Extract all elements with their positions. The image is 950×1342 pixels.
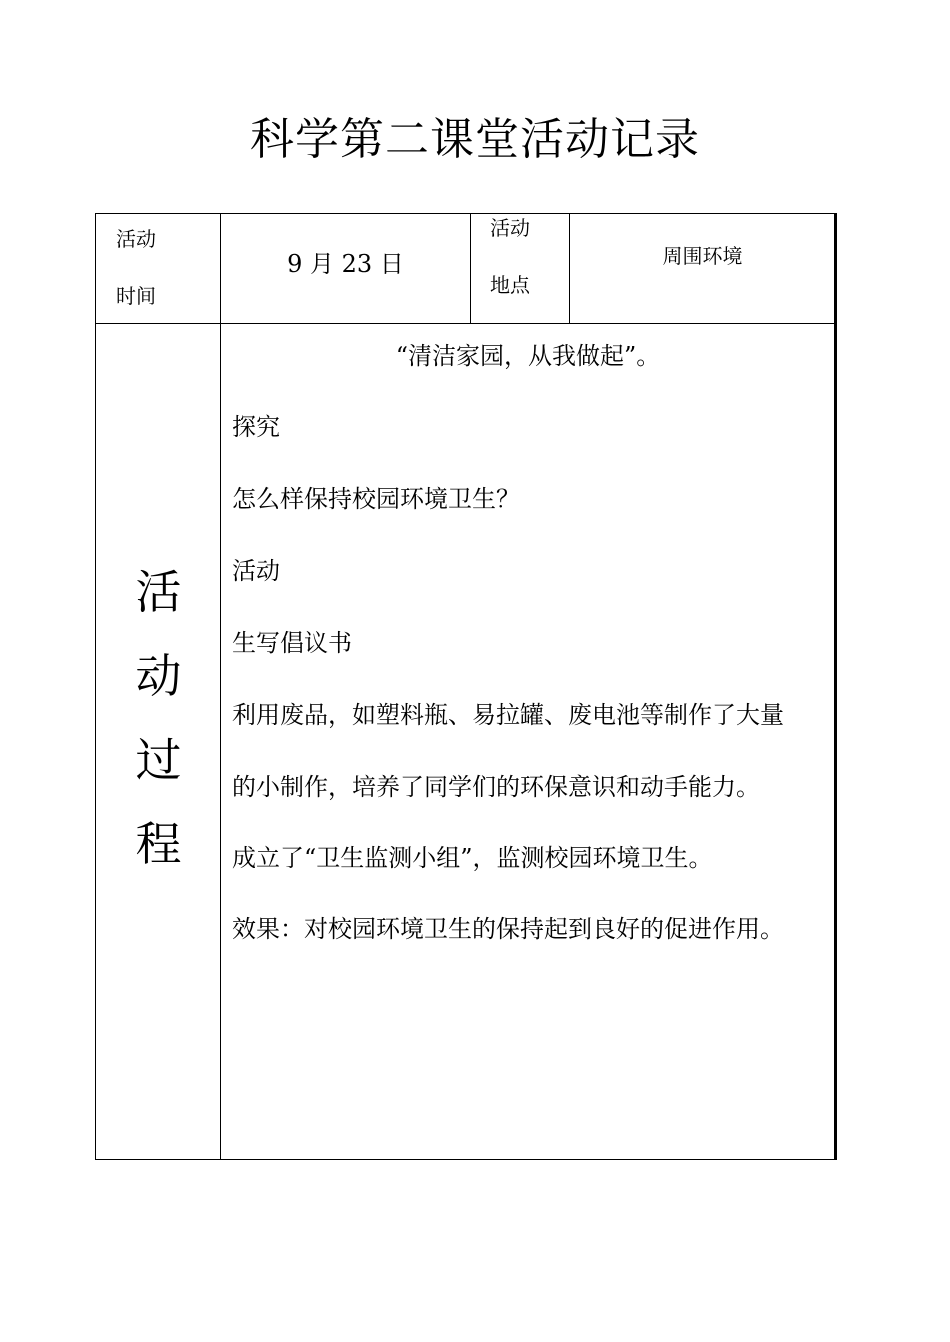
time-label-line2: 时间 bbox=[116, 284, 156, 308]
process-line: 利用废品，如塑料瓶、易拉罐、废电池等制作了大量 bbox=[232, 701, 784, 729]
process-line: 活动 bbox=[232, 557, 280, 585]
process-line: 效果：对校园环境卫生的保持起到良好的促进作用。 bbox=[232, 915, 784, 943]
process-line: 成立了“卫生监测小组”，监测校园环境卫生。 bbox=[232, 844, 713, 872]
place-value: 周围环境 bbox=[662, 244, 743, 268]
divider-place-label-left bbox=[470, 214, 471, 323]
process-label-char: 过 bbox=[135, 733, 182, 787]
process-label-char: 动 bbox=[135, 649, 182, 703]
process-label-char: 程 bbox=[135, 817, 182, 871]
process-line: 怎么样保持校园环境卫生？ bbox=[232, 485, 520, 513]
place-label-line2: 地点 bbox=[490, 273, 530, 297]
process-label bbox=[96, 550, 221, 886]
place-label-line1: 活动 bbox=[490, 216, 530, 240]
time-label-line1: 活动 bbox=[116, 227, 156, 251]
process-theme: “清洁家园，从我做起”。 bbox=[395, 342, 661, 370]
process-line: 生写倡议书 bbox=[232, 629, 352, 657]
process-line: 探究 bbox=[232, 413, 280, 441]
process-label-char: 活 bbox=[135, 565, 182, 619]
activity-record-table bbox=[95, 213, 837, 1160]
page-title: 科学第二课堂活动记录 bbox=[250, 114, 700, 165]
divider-header-row bbox=[96, 323, 835, 324]
time-value: 9 月 23 日 bbox=[287, 250, 404, 278]
process-line: 的小制作，培养了同学们的环保意识和动手能力。 bbox=[232, 773, 760, 801]
